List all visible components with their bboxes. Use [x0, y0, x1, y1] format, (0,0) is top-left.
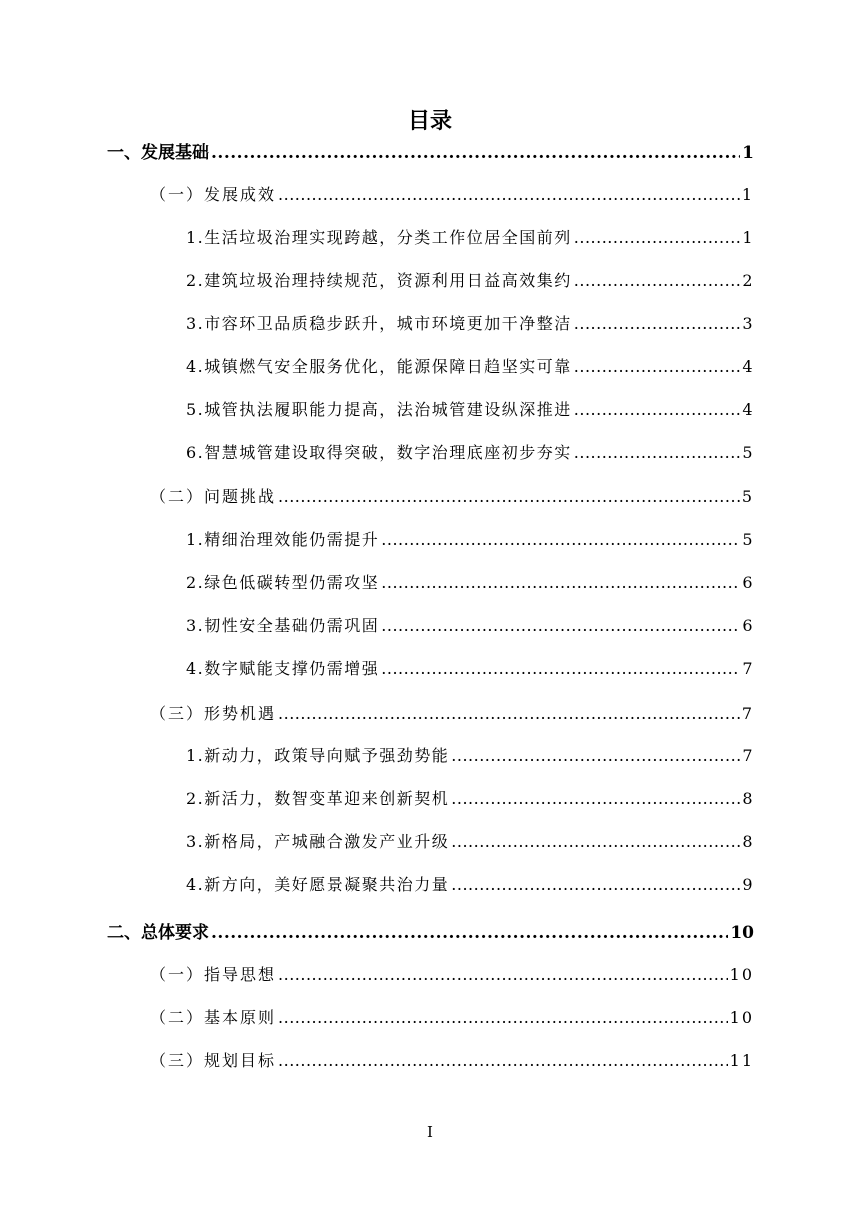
toc-leader-dots — [211, 140, 740, 166]
toc-entry[interactable] — [186, 743, 754, 769]
toc-entry-label: 6.智慧城管建设取得突破，数字治理底座初步夯实 — [186, 443, 572, 462]
toc-entry-label: 5.城管执法履职能力提高，法治城管建设纵深推进 — [186, 400, 572, 419]
toc-entry-label: （三）规划目标 — [150, 1051, 277, 1070]
toc-entry-label: 3.韧性安全基础仍需巩固 — [186, 616, 380, 635]
toc-leader-dots — [574, 268, 741, 294]
toc-leader-dots — [574, 354, 741, 380]
toc-leader-dots — [381, 656, 740, 682]
toc-leader-dots — [574, 440, 741, 466]
toc-entry[interactable] — [186, 656, 754, 682]
toc-entry-page: 6 — [742, 616, 754, 635]
toc-entry-page: 5 — [742, 443, 754, 462]
toc-entry-label: 4.城镇燃气安全服务优化，能源保障日趋坚实可靠 — [186, 357, 572, 376]
toc-leader-dots — [278, 182, 740, 208]
toc-entry-page: 3 — [742, 314, 754, 333]
toc-leader-dots — [574, 311, 741, 337]
toc-entry[interactable] — [186, 570, 754, 596]
toc-entry-page: 1 — [742, 143, 754, 163]
toc-entry[interactable] — [150, 962, 754, 988]
toc-entry-label: 2.建筑垃圾治理持续规范，资源利用日益高效集约 — [186, 271, 572, 290]
toc-entry-label: 2.新活力，数智变革迎来创新契机 — [186, 789, 450, 808]
toc-leader-dots — [381, 570, 740, 596]
toc-leader-dots — [451, 743, 740, 769]
toc-entry[interactable] — [186, 613, 754, 639]
toc-entry[interactable] — [150, 182, 754, 208]
toc-entry-label: 一、发展基础 — [107, 143, 209, 163]
toc-entry[interactable] — [107, 140, 754, 166]
toc-entry[interactable] — [150, 484, 754, 510]
toc-leader-dots — [278, 701, 740, 727]
toc-entry-page: 8 — [742, 832, 754, 851]
toc-leader-dots — [381, 613, 740, 639]
toc-leader-dots — [278, 1048, 728, 1074]
toc-entry-label: 1.生活垃圾治理实现跨越，分类工作位居全国前列 — [186, 228, 572, 247]
toc-entry[interactable] — [150, 1048, 754, 1074]
toc-entry-page: 8 — [742, 789, 754, 808]
toc-entry[interactable] — [186, 872, 754, 898]
toc-entry-page: 7 — [742, 659, 754, 678]
toc-entry[interactable] — [186, 527, 754, 553]
toc-leader-dots — [211, 920, 728, 946]
toc-entry[interactable] — [186, 786, 754, 812]
toc-entry-label: 二、总体要求 — [107, 923, 209, 943]
toc-leader-dots — [451, 786, 740, 812]
toc-leader-dots — [278, 484, 740, 510]
toc-entry-label: 4.数字赋能支撑仍需增强 — [186, 659, 380, 678]
toc-entry[interactable] — [186, 225, 754, 251]
toc-entry[interactable] — [150, 701, 754, 727]
toc-entry[interactable] — [186, 311, 754, 337]
toc-entry-label: 1.新动力，政策导向赋予强劲势能 — [186, 746, 450, 765]
toc-entry-page: 9 — [742, 875, 754, 894]
toc-entry-page: 5 — [741, 487, 754, 506]
toc-entry-label: 3.市容环卫品质稳步跃升，城市环境更加干净整洁 — [186, 314, 572, 333]
toc-entry[interactable] — [150, 1005, 754, 1031]
toc-leader-dots — [574, 397, 741, 423]
toc-title: 目录 — [407, 108, 452, 134]
toc-entry[interactable] — [107, 920, 754, 946]
toc-entry-page: 4 — [742, 357, 754, 376]
toc-entry-label: （一）指导思想 — [150, 965, 277, 984]
toc-entry-label: 4.新方向，美好愿景凝聚共治力量 — [186, 875, 450, 894]
toc-entry-page: 7 — [742, 746, 754, 765]
toc-entry-page: 2 — [742, 271, 754, 290]
toc-entry-page: 11 — [729, 1051, 754, 1070]
toc-entry-label: （一）发展成效 — [150, 185, 277, 204]
toc-entry-label: 3.新格局，产城融合激发产业升级 — [186, 832, 450, 851]
toc-leader-dots — [451, 872, 740, 898]
toc-leader-dots — [381, 527, 740, 553]
toc-entry-label: （二）基本原则 — [150, 1008, 277, 1027]
toc-entry-page: 10 — [729, 1008, 754, 1027]
toc-entry[interactable] — [186, 354, 754, 380]
toc-entry[interactable] — [186, 268, 754, 294]
toc-entry-label: 2.绿色低碳转型仍需攻坚 — [186, 573, 380, 592]
toc-leader-dots — [278, 962, 728, 988]
toc-entry-label: （二）问题挑战 — [150, 487, 277, 506]
toc-entry-page: 6 — [742, 573, 754, 592]
toc-entry-label: 1.精细治理效能仍需提升 — [186, 530, 380, 549]
page-number: I — [427, 1123, 433, 1141]
toc-entry-page: 5 — [742, 530, 754, 549]
toc-entry-page: 4 — [742, 400, 754, 419]
toc-entry-page: 10 — [730, 923, 754, 943]
toc-leader-dots — [574, 225, 741, 251]
toc-entry[interactable] — [186, 397, 754, 423]
toc-leader-dots — [451, 829, 740, 855]
toc-entry-page: 1 — [742, 228, 754, 247]
toc-entry[interactable] — [186, 829, 754, 855]
toc-leader-dots — [278, 1005, 728, 1031]
toc-entry-page: 1 — [741, 185, 754, 204]
toc-entry-label: （三）形势机遇 — [150, 704, 277, 723]
toc-entry[interactable] — [186, 440, 754, 466]
toc-entry-page: 10 — [729, 965, 754, 984]
toc-entry-page: 7 — [741, 704, 754, 723]
